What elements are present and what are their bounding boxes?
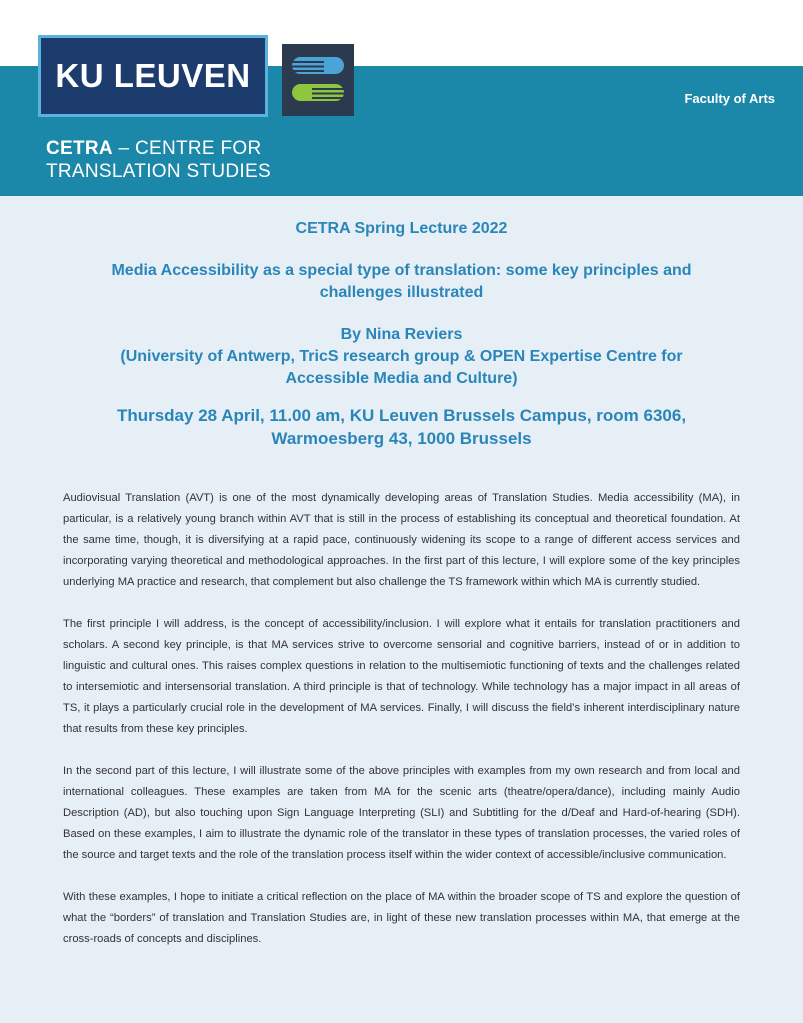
abstract-paragraph: The first principle I will address, is the concept of accessibility/inclusion. I will explore what it entails for translation practitioners and scholars. A second key principle, is that MA services strive to overcome sensorial and cognitive barriers, instead of or in addition to linguistic and cultural ones. This raises complex questions in relation to the multisemiotic functioning of texts and the challenges related to intersemiotic and intersensorial translation. A third principle is that of technology. While technology has a major impact in all areas of TS, it plays a particularly crucial role in the development of MA services. Finally, I will discuss the field’s inherent interdisciplinary nature that results from these key principles. [63, 618, 740, 735]
lecture-heading: CETRA Spring Lecture 2022 [295, 220, 508, 237]
abstract-body [63, 488, 740, 971]
event-date-line1: Thursday 28 April, 11.00 am, KU Leuven Brussels Campus, room 6306, [116, 406, 687, 425]
abstract-paragraph: In the second part of this lecture, I will illustrate some of the above principles with examples from my own research and from local and international colleagues. These examples are taken from MA for the scenic arts (theatre/opera/dance), including mainly Audio Description (AD), but also touching upon Sign Language Interpreting (SLI) and Subtitling for the d/Deaf and Hard-of-hearing (SDH). Based on these examples, I aim to illustrate the dynamic role of the translator in these types of translation processes, the varied roles of the source and target texts and the role of the translation process itself within the wider context of accessible/inclusive communication. [63, 765, 740, 861]
speaker-affiliation-line2: Accessible Media and Culture) [285, 370, 518, 387]
logo-text: KU LEUVEN [55, 57, 251, 94]
centre-name [46, 137, 271, 183]
centre-name-rest: – CENTRE FOR [112, 138, 262, 159]
centre-name-line2: TRANSLATION STUDIES [46, 161, 271, 182]
ku-leuven-logo [38, 35, 268, 117]
cetra-emblem-icon [282, 44, 354, 116]
event-headings [40, 220, 763, 450]
lecture-title [40, 260, 763, 304]
faculty-label: Faculty of Arts [684, 91, 775, 106]
speaker-block [40, 324, 763, 390]
event-date-location [40, 404, 763, 450]
lecture-title-line2: challenges illustrated [319, 284, 484, 301]
abstract-paragraph: With these examples, I hope to initiate a critical reflection on the place of MA within the broader scope of TS and explore the question of what the “borders” of translation and Translation Studies are, in light of these new translation processes within MA, that emerge at the cross-roads of concepts and disciplines. [63, 891, 740, 945]
abstract-paragraph: Audiovisual Translation (AVT) is one of the most dynamically developing areas of Translation Studies. Media accessibility (MA), in particular, is a relatively young branch within AVT that is still in the process of establishing its conceptual and theoretical foundation. At the same time, though, it is diversifying at a rapid pace, continuously widening its scope to a range of different access services and incorporating varying theoretical and methodological approaches. In the first part of this lecture, I will explore some of the key principles underlying MA practice and research, that complement but also challenge the TS framework within which MA is currently studied. [63, 492, 740, 588]
lecture-title-line1: Media Accessibility as a special type of translation: some key principles and [111, 262, 692, 279]
speaker-name: By Nina Reviers [340, 326, 463, 343]
speaker-affiliation-line1: (University of Antwerp, TricS research group & OPEN Expertise Centre for [120, 348, 683, 365]
centre-name-line1 [46, 137, 271, 160]
event-date-line2: Warmoesberg 43, 1000 Brussels [271, 429, 532, 448]
centre-acronym: CETRA [46, 138, 113, 159]
